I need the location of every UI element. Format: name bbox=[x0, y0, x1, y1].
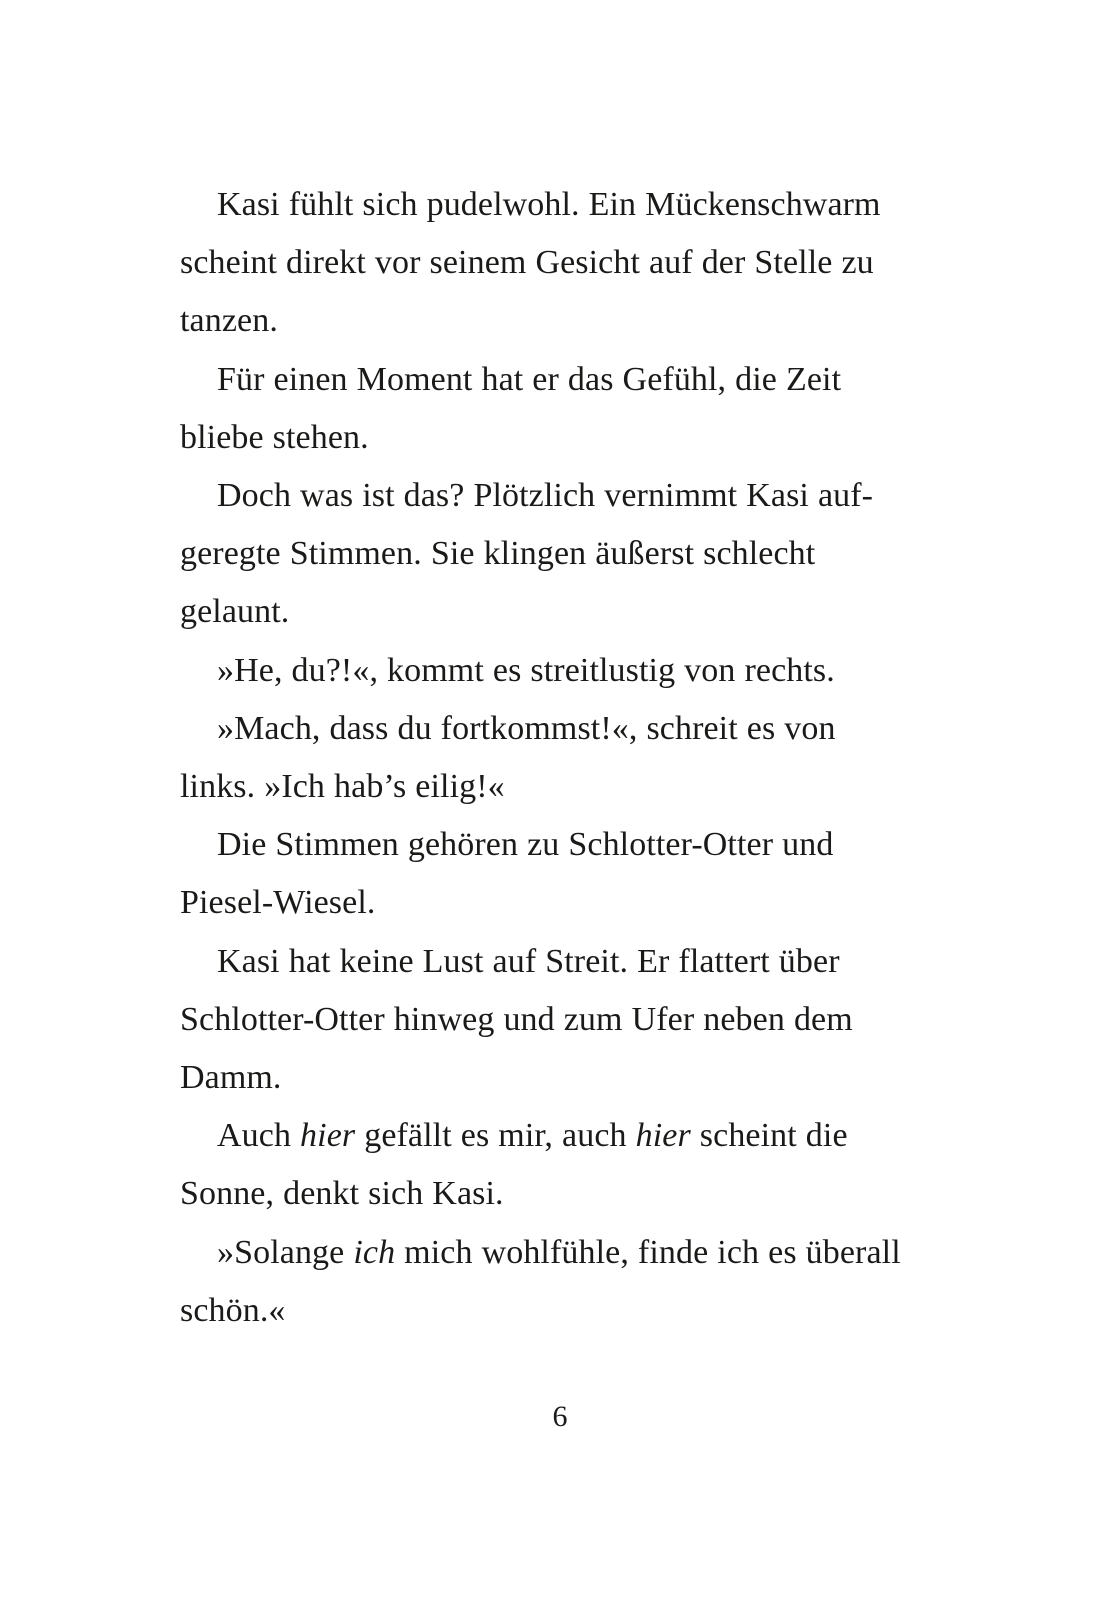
text-run: Auch bbox=[217, 1117, 301, 1155]
line: scheint direkt vor seinem Gesicht auf der Stelle zu bbox=[180, 244, 874, 282]
text-run: »Solange bbox=[217, 1233, 354, 1271]
emphasis-ich: ich bbox=[353, 1233, 396, 1271]
line: Schlotter-Otter hinweg und zum Ufer neben dem bbox=[180, 1000, 853, 1038]
line: links. »Ich hab’s eilig!« bbox=[180, 768, 505, 806]
paragraph-7 bbox=[180, 933, 942, 1108]
paragraph-9 bbox=[180, 1224, 942, 1340]
line: Doch was ist das? Plötzlich vernimmt Kasi auf- bbox=[217, 477, 874, 515]
line: Für einen Moment hat er das Gefühl, die Zeit bbox=[217, 360, 842, 398]
line: Kasi fühlt sich pudelwohl. Ein Mückenschwarm bbox=[217, 186, 881, 223]
paragraph-5 bbox=[180, 700, 942, 816]
line: Piesel-Wiesel. bbox=[180, 884, 376, 922]
line: Damm. bbox=[180, 1059, 282, 1097]
line: Die Stimmen gehören zu Schlotter-Otter und bbox=[217, 826, 834, 864]
text-run: scheint die bbox=[690, 1117, 848, 1155]
line: geregte Stimmen. Sie klingen äußerst schlecht bbox=[180, 535, 816, 573]
emphasis-hier-2: hier bbox=[635, 1117, 691, 1155]
paragraph-2 bbox=[180, 351, 942, 467]
text-run: schön.« bbox=[180, 1291, 286, 1329]
paragraph-1 bbox=[180, 176, 942, 351]
emphasis-hier-1: hier bbox=[300, 1117, 356, 1155]
body-text-column bbox=[180, 176, 942, 1340]
line: gelaunt. bbox=[180, 593, 290, 631]
line: bliebe stehen. bbox=[180, 418, 369, 456]
paragraph-4 bbox=[180, 642, 942, 700]
text-run: Sonne, denkt sich Kasi. bbox=[180, 1175, 504, 1213]
text-run: gefällt es mir, auch bbox=[355, 1117, 636, 1155]
line: tanzen. bbox=[180, 302, 278, 340]
paragraph-3 bbox=[180, 467, 942, 642]
text-run: mich wohlfühle, finde ich es überall bbox=[395, 1233, 901, 1271]
line: »Mach, dass du fortkommst!«, schreit es von bbox=[217, 709, 836, 747]
paragraph-6 bbox=[180, 816, 942, 932]
page-number: 6 bbox=[552, 1400, 568, 1433]
paragraph-8 bbox=[180, 1107, 942, 1223]
line: Kasi hat keine Lust auf Streit. Er flattert über bbox=[217, 942, 840, 980]
line: »He, du?!«, kommt es streitlustig von rechts. bbox=[217, 651, 835, 689]
